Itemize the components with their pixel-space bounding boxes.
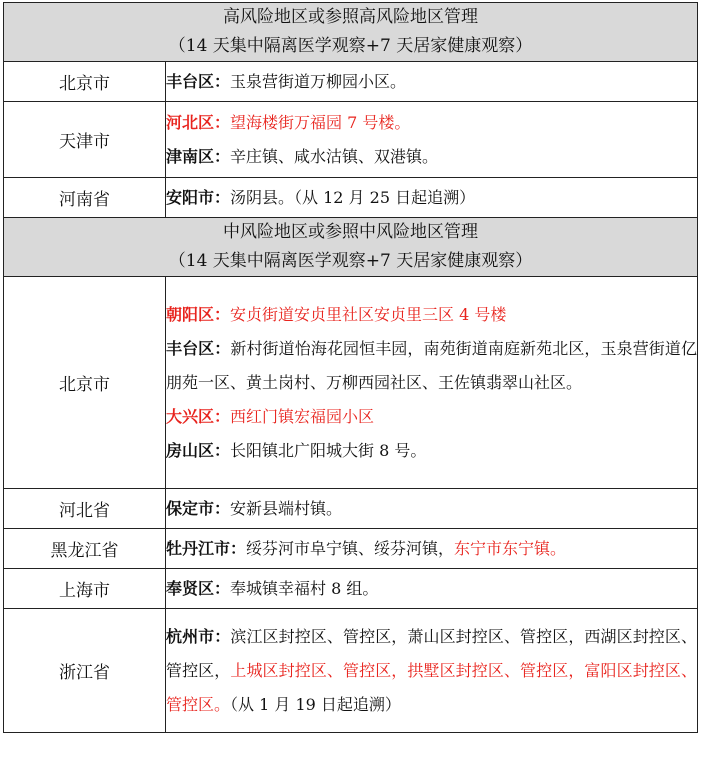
- risk-area-table-body: [4, 3, 698, 733]
- area-detail-cell: [166, 569, 698, 609]
- area-detail-cell: [166, 277, 698, 489]
- area-entry: [166, 532, 697, 566]
- province-cell: 河北省: [4, 489, 166, 529]
- area-text: 玉泉营街道万柳园小区。: [230, 71, 407, 91]
- area-entry: [166, 572, 697, 606]
- high-risk-header: [4, 3, 698, 62]
- area-text: 望海楼街万福园 7 号楼。: [230, 112, 411, 132]
- area-text: 上城区封控区、管控区，拱墅区封控区、管控区，富阳区封控区、管控区。: [166, 660, 697, 714]
- area-text: （从 1 月 19 日起追溯）: [230, 694, 401, 714]
- province-cell: 河南省: [4, 178, 166, 218]
- district-label: 丰台区：: [166, 338, 231, 358]
- area-entry: [166, 181, 697, 215]
- medium-risk-row: [4, 609, 698, 733]
- district-label: 津南区：: [166, 146, 231, 166]
- area-text: 辛庄镇、咸水沽镇、双港镇。: [230, 146, 439, 166]
- district-label: 保定市：: [166, 498, 231, 518]
- area-entry: [166, 106, 697, 140]
- high-risk-header-row: [4, 3, 698, 62]
- district-label: 丰台区：: [166, 71, 231, 91]
- area-text: 汤阴县。（从 12 月 25 日起追溯）: [230, 187, 476, 207]
- district-label: 牡丹江市：: [166, 538, 247, 558]
- area-entry: [166, 400, 697, 434]
- district-label: 大兴区：: [166, 406, 231, 426]
- risk-area-table: [3, 2, 698, 733]
- area-text: 西红门镇宏福园小区: [230, 406, 375, 426]
- area-detail-cell: [166, 62, 698, 102]
- area-text: 绥芬河市阜宁镇、绥芬河镇，: [246, 538, 455, 558]
- area-detail-cell: [166, 609, 698, 733]
- medium-risk-subtitle: （14 天集中隔离医学观察+7 天居家健康观察）: [168, 251, 533, 271]
- area-text: 新村街道怡海花园恒丰园，南苑街道南庭新苑北区，玉泉营街道亿朋苑一区、黄土岗村、万柳西园社区、王佐镇翡翠山社区。: [166, 338, 697, 392]
- area-entry: [166, 140, 697, 174]
- district-label: 河北区：: [166, 112, 231, 132]
- high-risk-title: 高风险地区或参照高风险地区管理: [223, 7, 478, 27]
- area-text: 滨江区封控区、管控区，萧山区封控区、管控区，西湖区封控区、管控区，: [166, 626, 697, 680]
- area-detail-cell: [166, 489, 698, 529]
- area-text: 长阳镇北广阳城大街 8 号。: [230, 440, 427, 460]
- area-text: 奉城镇幸福村 8 组。: [230, 578, 379, 598]
- district-label: 奉贤区：: [166, 578, 231, 598]
- high-risk-row: [4, 102, 698, 178]
- high-risk-row: [4, 178, 698, 218]
- medium-risk-title: 中风险地区或参照中风险地区管理: [223, 222, 478, 242]
- area-entry: [166, 332, 697, 400]
- area-text: 安贞街道安贞里社区安贞里三区 4 号楼: [230, 304, 507, 324]
- district-label: 杭州市：: [166, 626, 231, 646]
- medium-risk-row: [4, 569, 698, 609]
- high-risk-row: [4, 62, 698, 102]
- area-text: 安新县端村镇。: [230, 498, 343, 518]
- province-cell: 浙江省: [4, 609, 166, 733]
- district-label: 安阳市：: [166, 187, 231, 207]
- area-detail-cell: [166, 178, 698, 218]
- area-entry: [166, 65, 697, 99]
- area-text: 东宁市东宁镇。: [454, 538, 567, 558]
- medium-risk-row: [4, 489, 698, 529]
- district-label: 朝阳区：: [166, 304, 231, 324]
- area-entry: [166, 298, 697, 332]
- province-cell: 北京市: [4, 277, 166, 489]
- province-cell: 黑龙江省: [4, 529, 166, 569]
- area-entry: [166, 434, 697, 468]
- medium-risk-header: [4, 218, 698, 277]
- district-label: 房山区：: [166, 440, 231, 460]
- province-cell: 上海市: [4, 569, 166, 609]
- medium-risk-header-row: [4, 218, 698, 277]
- area-detail-cell: [166, 102, 698, 178]
- province-cell: 天津市: [4, 102, 166, 178]
- area-entry: [166, 492, 697, 526]
- medium-risk-row: [4, 529, 698, 569]
- medium-risk-row: [4, 277, 698, 489]
- high-risk-subtitle: （14 天集中隔离医学观察+7 天居家健康观察）: [168, 36, 533, 56]
- area-detail-cell: [166, 529, 698, 569]
- area-entry: [166, 620, 697, 722]
- province-cell: 北京市: [4, 62, 166, 102]
